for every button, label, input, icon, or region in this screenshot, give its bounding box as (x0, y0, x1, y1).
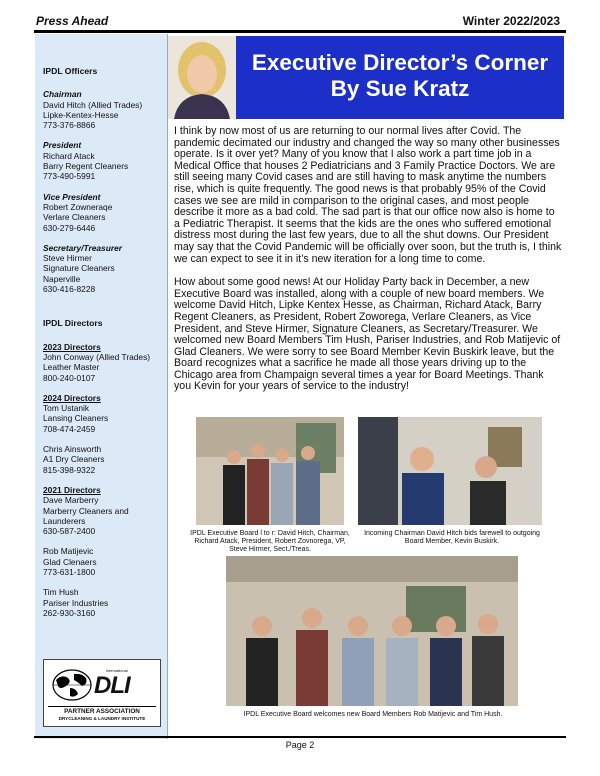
director-detail: 630-587-2400 (43, 526, 96, 537)
section-banner (236, 36, 564, 119)
officers-list (43, 89, 167, 294)
page-number: Page 2 (285, 740, 315, 750)
director-detail: Dave Marberry (43, 495, 99, 506)
director-detail: Marberry Cleaners and (43, 505, 129, 516)
director-year: 2024 Directors (43, 392, 101, 403)
photo-executive-board (196, 417, 344, 525)
director-year: 2021 Directors (43, 484, 101, 495)
director-detail: Tom Ustanik (43, 403, 90, 414)
director-detail: Leather Master (43, 362, 100, 373)
officer-detail: 773-376-8866 (43, 120, 96, 131)
officer-detail: Naperville (43, 273, 81, 284)
caption-photo-2: Incoming Chairman David Hitch bids farewell to outgoing Board Member, Kevin Buskirk. (364, 530, 540, 546)
photo-new-members (226, 556, 518, 706)
officer-entry (43, 243, 167, 294)
officer-detail: Steve Hirmer (43, 253, 92, 264)
director-detail: 773-631-1800 (43, 566, 96, 577)
officer-detail: Richard Atack (43, 150, 95, 161)
officer-detail: Barry Regent Cleaners (43, 161, 129, 172)
officer-detail: Robert Zowneraqe (43, 201, 113, 212)
director-detail: Tim Hush (43, 587, 79, 598)
officer-role: President (43, 140, 82, 151)
officer-detail: David Hitch (Allied Trades) (43, 99, 143, 110)
officer-role: Vice President (43, 191, 101, 202)
sidebar (35, 34, 168, 739)
director-detail: Rob Matijevic (43, 546, 94, 557)
director-year: 2023 Directors (43, 341, 101, 352)
director-entry (43, 342, 167, 383)
director-entry (43, 393, 167, 434)
banner-title: Executive Director’s Corner (251, 50, 549, 75)
header-divider (34, 30, 566, 33)
officer-role: Chairman (43, 89, 82, 100)
director-detail: Lansing Cleaners (43, 413, 109, 424)
author-portrait (168, 36, 236, 119)
director-entry (43, 587, 167, 618)
director-detail: Launderers (43, 515, 86, 526)
logo-intl: international (106, 668, 128, 673)
director-detail: 262-930-3160 (43, 607, 96, 618)
article-paragraph-2: How about some good news! At our Holiday Party back in December, a new Executive Board was installed, along with a couple of new board members. We welcome David Hitch, Lipke Kentex Hesse, as Chairman, Richard Atack, Barry Regent Cleaners, as President, Robert Zoworega, Verlare Cleaners, as Vice President, and Steve Hirmer, Signature Cleaners, as Secretary/Treasurer. We welcomed new Board Members Tim Hush, Pariser Industries, and Rob Matijevic of Glad Cleaners. We were sorry to see Board Member Kevin Buskirk leave, but the Board recognizes what a sacrifice he made all those years driving up to the Chicago area from Champaign several times a year for Board Meetings. Thank you Kevin for your years of service to the industry! (174, 276, 561, 393)
globe-icon (52, 668, 92, 702)
officer-detail: Signature Cleaners (43, 263, 115, 274)
logo-line2: DRYCLEANING & LAUNDRY INSTITUTE (58, 716, 146, 721)
officer-detail: 630-416-8228 (43, 284, 96, 295)
newsletter-title: Press Ahead (36, 14, 109, 28)
article-paragraph-1: I think by now most of us are returning to our normal lives after Covid. The pandemic decimated our industry and changed the way so many other businesses operate. Is it over yet? Many of you know that I also work a part time job in a Medical Office that houses 2 Pediatricians and 3 Family Practice Doctors. We are still seeing many Covid cases and are still having to mask anytime the numbers rise, which is quite frequently. The good news is that probably 95% of the Covid cases we see are mild in comparison to the original cases, and most people describe it more as a bad cold. The sad part is that our office now also is home to a Pediatric Therapist. It seems that the kids are the ones who suffered emotional distress most during the last few years, due to all the shut downs. Our President may say that the Covid Pandemic will be officially over soon, but the truth is, I think we can expect to see it in it’s new iteration for a long time to come. (174, 125, 562, 265)
officer-role: Secretary/Treasurer (43, 242, 122, 253)
logo-divider (48, 706, 156, 707)
director-detail: 800-240-0107 (43, 372, 96, 383)
officer-detail: Verlare Cleaners (43, 212, 106, 223)
director-detail: Pariser Industries (43, 597, 109, 608)
director-detail: Glad Clenaers (43, 556, 97, 567)
officer-entry (43, 140, 167, 181)
director-entry (43, 444, 167, 475)
dli-logo (43, 659, 161, 727)
director-detail: A1 Dry Cleaners (43, 454, 105, 465)
issue-date: Winter 2022/2023 (462, 14, 560, 28)
director-detail: 815-398-9322 (43, 464, 96, 475)
officers-heading: IPDL Officers (43, 66, 98, 76)
caption-photo-3: IPDL Executive Board welcomes new Board Members Rob Matijevic and Tim Hush. (243, 711, 503, 718)
logo-line1: PARTNER ASSOCIATION (64, 708, 140, 715)
officer-entry (43, 192, 167, 233)
director-entry (43, 546, 167, 577)
officer-detail: 773-490-5991 (43, 171, 96, 182)
director-entry (43, 485, 167, 536)
officer-entry (43, 89, 167, 130)
footer-divider (34, 736, 566, 738)
director-detail: John Conway (Allied Trades) (43, 351, 151, 362)
director-detail: Chris Ainsworth (43, 444, 102, 455)
officer-detail: Lipke-Kentex-Hesse (43, 109, 119, 120)
caption-photo-1: IPDL Executive Board l to r: David Hitch, Chairman, Richard Atack, President, Robert Zovnorega, VP, Steve Hirmer, Sect./Treas. (190, 530, 350, 554)
banner-byline: By Sue Kratz (330, 76, 470, 101)
logo-brand: DLI (94, 672, 130, 699)
officer-detail: 630-279-6446 (43, 222, 96, 233)
photo-farewell (358, 417, 542, 525)
article-body (174, 126, 562, 393)
directors-list (43, 342, 167, 619)
directors-heading: IPDL Directors (43, 318, 103, 329)
director-detail: 708-474-2459 (43, 423, 96, 434)
